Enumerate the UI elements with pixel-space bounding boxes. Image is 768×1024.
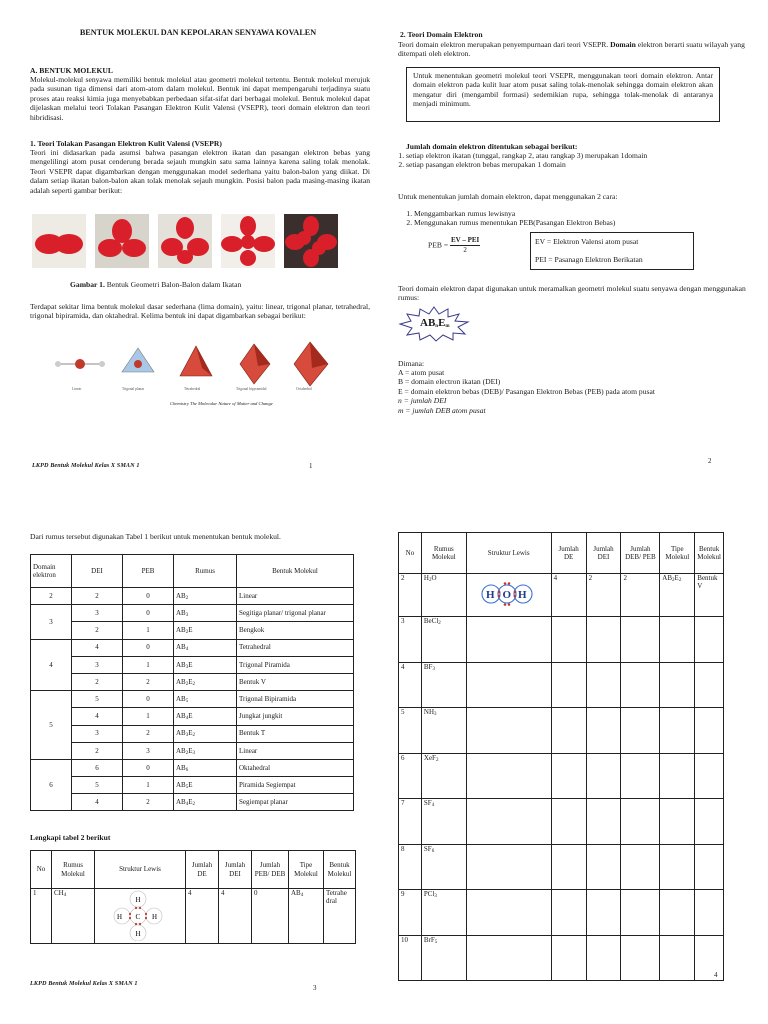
lewis-h-top: H (135, 896, 141, 904)
rumus-cell: $AB_6$ (174, 759, 237, 776)
footer-text: LKPD Bentuk Molekul Kelas X SMAN 1 (32, 462, 140, 469)
bentuk-cell: Linear (237, 742, 354, 759)
th-domain: Domain elektron (31, 555, 72, 588)
rumus-cell: $AB_2E$ (174, 622, 237, 639)
rumus-cell: $AB_4$ (174, 639, 237, 656)
shape-label-tetrahedral: Tetrahedral (184, 387, 201, 391)
section-a-heading: A. BENTUK MOLEKUL (30, 66, 113, 75)
domain-cell: 2 (31, 588, 72, 605)
rumus-cell: $AB_2E_3$ (174, 742, 237, 759)
ch4-lewis-structure (95, 889, 181, 941)
dei-cell: 4 (72, 708, 123, 725)
peb-cell (621, 844, 660, 890)
page-number: 4 (714, 971, 718, 979)
geometry-figure (50, 338, 342, 392)
bentuk-cell: Bengkok (237, 622, 354, 639)
dei-cell (586, 708, 621, 754)
formula-e: E (438, 317, 446, 329)
t4-th-no: No (399, 533, 422, 574)
shape-trigonal-bipyramidal (240, 344, 270, 384)
ways-intro: Untuk menentukan jumlah domain elektron, dapat menggunakan 2 cara: (398, 192, 618, 201)
tipe-cell (660, 753, 695, 799)
balloon-linear (32, 214, 86, 268)
table-row (31, 673, 354, 690)
lewis-h-right: H (152, 913, 158, 921)
dei-cell: 3 (72, 656, 123, 673)
peb-cell: 1 (123, 622, 174, 639)
intro-part-a: Teori domain elektron merupakan penyempurnaan dari teori VSEPR. (398, 40, 611, 49)
geometry-svg (50, 338, 342, 392)
bentuk-cell (695, 708, 724, 754)
t4-th-bentuk: Bentuk Molekul (695, 533, 724, 574)
balloon-octahedral (284, 214, 338, 268)
tipe-cell: $AB_2E_2$ (660, 574, 695, 617)
lewis-h-right: H (517, 589, 527, 601)
table-row (31, 708, 354, 725)
de-cell: 4 (551, 574, 586, 617)
page-number: 3 (313, 984, 317, 992)
t2-tipe: $AB_4$ (289, 889, 324, 944)
vsepr-heading: 1. Teori Tolakan Pasangan Elektron Kulit Valensi (VSEPR) (30, 139, 222, 148)
formula-cell: $H_2O$ (421, 574, 466, 617)
table-row (31, 777, 354, 794)
bentuk-cell: Piramida Segiempat (237, 777, 354, 794)
intro-bold: Domain (610, 40, 636, 49)
t2-th-lewis: Struktur Lewis (95, 851, 186, 889)
domain-cell: 5 (31, 691, 72, 760)
page-1 (0, 0, 384, 512)
page-title: BENTUK MOLEKUL DAN KEPOLARAN SENYAWA KOVALEN (79, 28, 317, 37)
bentuk-cell: Linear (237, 588, 354, 605)
shape-octahedral (294, 342, 328, 386)
table-row (399, 574, 724, 617)
formula-cell: $BF_3$ (421, 662, 466, 708)
formula-cell: BeCl$_2$ (421, 617, 466, 663)
bentuk-cell: Segiempat planar (237, 794, 354, 811)
peb-cell (621, 617, 660, 663)
table-row (399, 753, 724, 799)
dei-cell: 3 (72, 605, 123, 622)
dei-cell: 2 (72, 673, 123, 690)
dei-cell (586, 935, 621, 981)
th-bentuk: Bentuk Molekul (237, 555, 354, 588)
formula-cell: XeF$_2$ (421, 753, 466, 799)
dei-cell: 4 (72, 639, 123, 656)
shape-linear (55, 359, 105, 369)
t2-th-peb: Jumlah PEB/ DEB (252, 851, 289, 889)
de-cell (551, 799, 586, 845)
lewis-h-left: H (485, 589, 495, 601)
peb-cell (621, 662, 660, 708)
abe-formula-badge (398, 306, 470, 342)
table-row (31, 794, 354, 811)
caption-text: Bentuk Geometri Balon-Balon dalam Ikatan (104, 280, 242, 289)
dei-cell (586, 617, 621, 663)
rumus-cell: $AB_3$ (174, 605, 237, 622)
domain-theory-heading: 2. Teori Domain Elektron (400, 30, 483, 39)
dei-cell (586, 753, 621, 799)
t2-th-bentuk: Bentuk Molekul (324, 851, 356, 889)
bentuk-cell: Jungkat jungkit (237, 708, 354, 725)
table-1 (30, 554, 354, 811)
de-cell (551, 617, 586, 663)
page-4 (384, 512, 768, 1024)
table-row (399, 708, 724, 754)
t2-bentuk: Tetrahe dral (324, 889, 356, 944)
table-2 (30, 850, 356, 944)
rumus-cell: $AB_5E$ (174, 777, 237, 794)
dei-cell: 3 (72, 725, 123, 742)
t2-th-dei: Jumlah DEI (219, 851, 252, 889)
bentuk-cell (695, 662, 724, 708)
bentuk-cell: Segitiga planar/ trigonal planar (237, 605, 354, 622)
rumus-cell: $AB_3E$ (174, 656, 237, 673)
dei-cell: 4 (72, 794, 123, 811)
dei-cell (586, 890, 621, 936)
t2-th-no: No (31, 851, 52, 889)
bentuk-cell: Bentuk V (695, 574, 724, 617)
de-cell (551, 662, 586, 708)
rumus-cell: $AB_2E_2$ (174, 673, 237, 690)
formula-cell: BrF$_5$ (421, 935, 466, 981)
t2-formula: $CH_4$ (52, 889, 95, 944)
def-a: A = atom pusat (398, 368, 445, 377)
count-item-2: 2. setiap pasangan elektron bebas merupakan 1 domain (406, 160, 736, 169)
bentuk-cell (695, 935, 724, 981)
no-cell: 3 (399, 617, 422, 663)
balloon-svg (32, 214, 338, 268)
formula-cell: $NH_3$ (421, 708, 466, 754)
page-number: 2 (708, 457, 712, 465)
formula-n: n (435, 324, 439, 329)
predict-text: Teori domain elektron dapat digunakan untuk meramalkan geometri molekul suatu senyawa dengan menggunakan rumus: (398, 284, 746, 303)
peb-cell: 2 (621, 574, 660, 617)
peb-lhs: PEB = (428, 240, 451, 250)
dei-cell: 2 (72, 622, 123, 639)
bentuk-cell: Oktahedral (237, 759, 354, 776)
t2-lewis-cell (95, 889, 186, 944)
intro-part-b: elektron berarti suatu wilayah yang ditempati oleh elektron. (398, 40, 745, 59)
page-3 (0, 512, 384, 1024)
table1-body (31, 588, 354, 811)
table-2-continued (398, 532, 724, 981)
ev-definition: EV = Elektron Valensi atom pusat (535, 237, 639, 246)
peb-cell: 3 (123, 742, 174, 759)
tipe-cell (660, 890, 695, 936)
formula-cell: $SF_6$ (421, 844, 466, 890)
peb-cell: 1 (123, 708, 174, 725)
caption-label: Gambar 1. (70, 280, 105, 289)
t4-th-lewis: Struktur Lewis (466, 533, 551, 574)
t2-de: 4 (186, 889, 219, 944)
domain-theory-box: Untuk menentukan geometri molekul teori VSEPR, menggunakan teori domain elektron. Antar domain elektron pada kulit luar atom pusat saling tolak-menolak sehingga domain elektron akan mengatur diri (mengambil formasi) sedemikian rupa, sehingga tolak-menolak di antaranya menjadi minimum. (406, 67, 720, 122)
lewis-cell (466, 617, 551, 663)
figure-source: Chemistry The Molecular Nature of Matter and Change (170, 401, 273, 406)
de-cell (551, 753, 586, 799)
table-row (31, 656, 354, 673)
lewis-cell (466, 753, 551, 799)
lewis-cell (466, 662, 551, 708)
rumus-cell: $AB_4E$ (174, 708, 237, 725)
table2c-body (399, 574, 724, 981)
peb-cell (621, 935, 660, 981)
tipe-cell (660, 708, 695, 754)
table1-intro: Dari rumus tersebut digunakan Tabel 1 berikut untuk menentukan bentuk molekul. (30, 532, 281, 541)
lewis-cell (466, 935, 551, 981)
domain-cell: 4 (31, 639, 72, 691)
shape-label-bipyramidal: Trigonal bipyramidal (236, 387, 267, 391)
table-row (399, 799, 724, 845)
shape-tetrahedral (180, 346, 212, 376)
peb-cell: 0 (123, 605, 174, 622)
lewis-h-bottom: H (135, 930, 141, 938)
no-cell: 4 (399, 662, 422, 708)
count-list (392, 151, 736, 170)
dei-cell (586, 799, 621, 845)
table-row (399, 617, 724, 663)
shape-label-linear: Linear (72, 387, 82, 391)
lewis-o-center: O (502, 589, 511, 601)
t4-th-peb: Jumlah DEB/ PEB (621, 533, 660, 574)
table-row (399, 935, 724, 981)
dei-cell: 6 (72, 759, 123, 776)
def-b: B = domain electron ikatan (DEI) (398, 377, 501, 387)
page-number: 1 (309, 462, 313, 470)
peb-cell (621, 708, 660, 754)
dei-cell: 2 (586, 574, 621, 617)
shapes-paragraph: Terdapat sekitar lima bentuk molekul dasar sederhana (lima domain), yaitu: linear, trigonal planar, tetrahedral, trigonal bipiramida, dan oktahedral. Kelima bentuk ini dapat digambarkan sebagai berikut: (30, 302, 370, 321)
no-cell: 2 (399, 574, 422, 617)
balloon-figure (32, 214, 338, 268)
domain-cell: 6 (31, 759, 72, 811)
no-cell: 7 (399, 799, 422, 845)
balloon-tetrahedral (158, 214, 212, 268)
table-row (31, 691, 354, 708)
balloon-trigonal (95, 214, 149, 268)
rumus-cell: $AB_5$ (174, 691, 237, 708)
table2-header-row (31, 851, 356, 889)
peb-cell: 0 (123, 691, 174, 708)
de-cell (551, 844, 586, 890)
peb-definitions-box (530, 232, 694, 270)
lewis-cell (466, 799, 551, 845)
rumus-cell: $AB_2$ (174, 588, 237, 605)
tipe-cell (660, 935, 695, 981)
lewis-cell (466, 708, 551, 754)
t4-th-tipe: Tipe Molekul (660, 533, 695, 574)
lewis-cell (466, 574, 551, 617)
peb-cell (621, 753, 660, 799)
de-cell (551, 890, 586, 936)
dei-cell (586, 662, 621, 708)
pei-definition: PEI = Pasanagn Elektron Berikatan (535, 255, 643, 264)
peb-cell: 0 (123, 588, 174, 605)
table2-row-1 (31, 889, 356, 944)
table-row (31, 759, 354, 776)
de-cell (551, 935, 586, 981)
peb-cell: 1 (123, 656, 174, 673)
bentuk-cell (695, 890, 724, 936)
t2-dei: 4 (219, 889, 252, 944)
de-cell (551, 708, 586, 754)
table-row (31, 742, 354, 759)
peb-fraction (450, 236, 480, 256)
rumus-cell: $AB_4E_2$ (174, 794, 237, 811)
table-row (31, 605, 354, 622)
table-row (31, 639, 354, 656)
peb-numerator: EV – PEI (450, 236, 480, 246)
balloon-bipyramidal (221, 214, 275, 268)
no-cell: 8 (399, 844, 422, 890)
def-n: n = jumlah DEI (398, 396, 447, 406)
no-cell: 9 (399, 890, 422, 936)
bentuk-cell: Trigonal Bipiramida (237, 691, 354, 708)
t2-th-tipe: Tipe Molekul (289, 851, 324, 889)
peb-cell (621, 799, 660, 845)
peb-cell: 1 (123, 777, 174, 794)
peb-cell (621, 890, 660, 936)
bentuk-cell: Trigonal Piramida (237, 656, 354, 673)
tipe-cell (660, 844, 695, 890)
way-item-2: 2. Menggunakan rumus menentukan PEB(Pasangan Elektron Bebas) (414, 218, 734, 227)
t2-th-de: Jumlah DE (186, 851, 219, 889)
dei-cell: 5 (72, 691, 123, 708)
peb-cell: 2 (123, 673, 174, 690)
table-row (31, 622, 354, 639)
rumus-cell: $AB_3E_2$ (174, 725, 237, 742)
footer-text: LKPD Bentuk Molekul Kelas X SMAN 1 (30, 980, 138, 987)
count-item-1: 1. setiap elektron ikatan (tunggal, rangkap 2, atau rangkap 3) merupakan 1domain (406, 151, 736, 160)
th-rumus: Rumus (174, 555, 237, 588)
peb-cell: 2 (123, 725, 174, 742)
figure-caption (70, 280, 241, 289)
lewis-cell (466, 844, 551, 890)
lewis-c-center: C (135, 913, 141, 921)
table1-header-row (31, 555, 354, 588)
shape-trigonal-planar (122, 348, 154, 372)
domain-cell: 3 (31, 605, 72, 639)
lewis-h-left: H (117, 913, 123, 921)
bentuk-cell (695, 753, 724, 799)
table-row (399, 844, 724, 890)
def-m: m = jumlah DEB atom pusat (398, 405, 486, 415)
definitions-list (398, 368, 758, 415)
dei-cell: 2 (72, 588, 123, 605)
peb-cell: 2 (123, 794, 174, 811)
section-a-text: Molekul-molekul senyawa memiliki bentuk molekul atau geometri molekul tertentu. Bentuk molekul merujuk pada susunan tiga dimensi dari atom-atom dalam molekul. Bentuk ini dapat mempengaruhi terjadinya suatu proses atau reaksi kimia juga menyebabkan perbedaan sifat-sifat dari berbagai molekul. Bentuk molekul dapat dijelaskan melalui teori Tolakan Pasangan Elektron Kulit Valensi (VSEPR), teori domain elektron dan teori hibridisasi. (30, 75, 370, 122)
table-row (399, 662, 724, 708)
way-item-1: 1. Menggambarkan rumus lewisnya (414, 209, 734, 218)
bentuk-cell: Bentuk T (237, 725, 354, 742)
page-2 (384, 0, 768, 512)
table-row (31, 588, 354, 605)
shape-label-trigonal: Trigonal planar (122, 387, 145, 391)
dimana-label: Dimana: (398, 359, 425, 368)
abe-formula (420, 317, 450, 329)
t2-peb: 0 (252, 889, 289, 944)
peb-cell: 0 (123, 759, 174, 776)
domain-theory-intro (398, 40, 758, 59)
no-cell: 6 (399, 753, 422, 799)
lewis-cell (466, 890, 551, 936)
no-cell: 10 (399, 935, 422, 981)
t2-no: 1 (31, 889, 52, 944)
t4-th-rumus: Rumus Molekul (421, 533, 466, 574)
bentuk-cell (695, 799, 724, 845)
dei-cell: 2 (72, 742, 123, 759)
peb-cell: 0 (123, 639, 174, 656)
shape-label-octahedral: Octahedral (296, 387, 312, 391)
tipe-cell (660, 617, 695, 663)
formula-m: m (445, 324, 450, 329)
table2c-header-row (399, 533, 724, 574)
th-dei: DEI (72, 555, 123, 588)
peb-formula (428, 236, 480, 256)
formula-cell: PCl$_3$ (421, 890, 466, 936)
dei-cell (586, 844, 621, 890)
count-heading: Jumlah domain elektron ditentukan sebagai berikut: (406, 142, 578, 151)
tipe-cell (660, 662, 695, 708)
t4-th-dei: Jumlah DEI (586, 533, 621, 574)
th-peb: PEB (123, 555, 174, 588)
vsepr-text: Teori ini didasarkan pada asumsi bahwa pasangan elektron ikatan dan pasangan elektron bebas yang mengelilingi atom pusat cenderung berada sejauh mungkin satu sama lainnya karena saling tolak menolak. Teori VSEPR dapat digambarkan dengan menggunakan model sederhana yaitu balon-balon yang diikat. Di dalam setiap ikatan balon-balon akan tolak menolak sejauh mungkin. Posisi balon pada masing-masing ikatan adalah seperti gambar berikut: (30, 148, 370, 195)
formula-ab: AB (420, 317, 436, 329)
ways-list (400, 209, 734, 228)
formula-cell: $SF_4$ (421, 799, 466, 845)
t4-th-de: Jumlah DE (551, 533, 586, 574)
bentuk-cell (695, 617, 724, 663)
table2-title: Lengkapi tabel 2 berikut (30, 833, 111, 842)
peb-denominator: 2 (463, 246, 467, 255)
def-e: E = domain elektron bebas (DEB)/ Pasangan Elektron Bebas (PEB) pada atom pusat (398, 386, 655, 396)
table-row (31, 725, 354, 742)
no-cell: 5 (399, 708, 422, 754)
t2-th-rumus: Rumus Molekul (52, 851, 95, 889)
dei-cell: 5 (72, 777, 123, 794)
table-row (399, 890, 724, 936)
h2o-lewis-structure (467, 574, 547, 614)
tipe-cell (660, 799, 695, 845)
bentuk-cell: Tetrahedral (237, 639, 354, 656)
bentuk-cell: Bentuk V (237, 673, 354, 690)
bentuk-cell (695, 844, 724, 890)
